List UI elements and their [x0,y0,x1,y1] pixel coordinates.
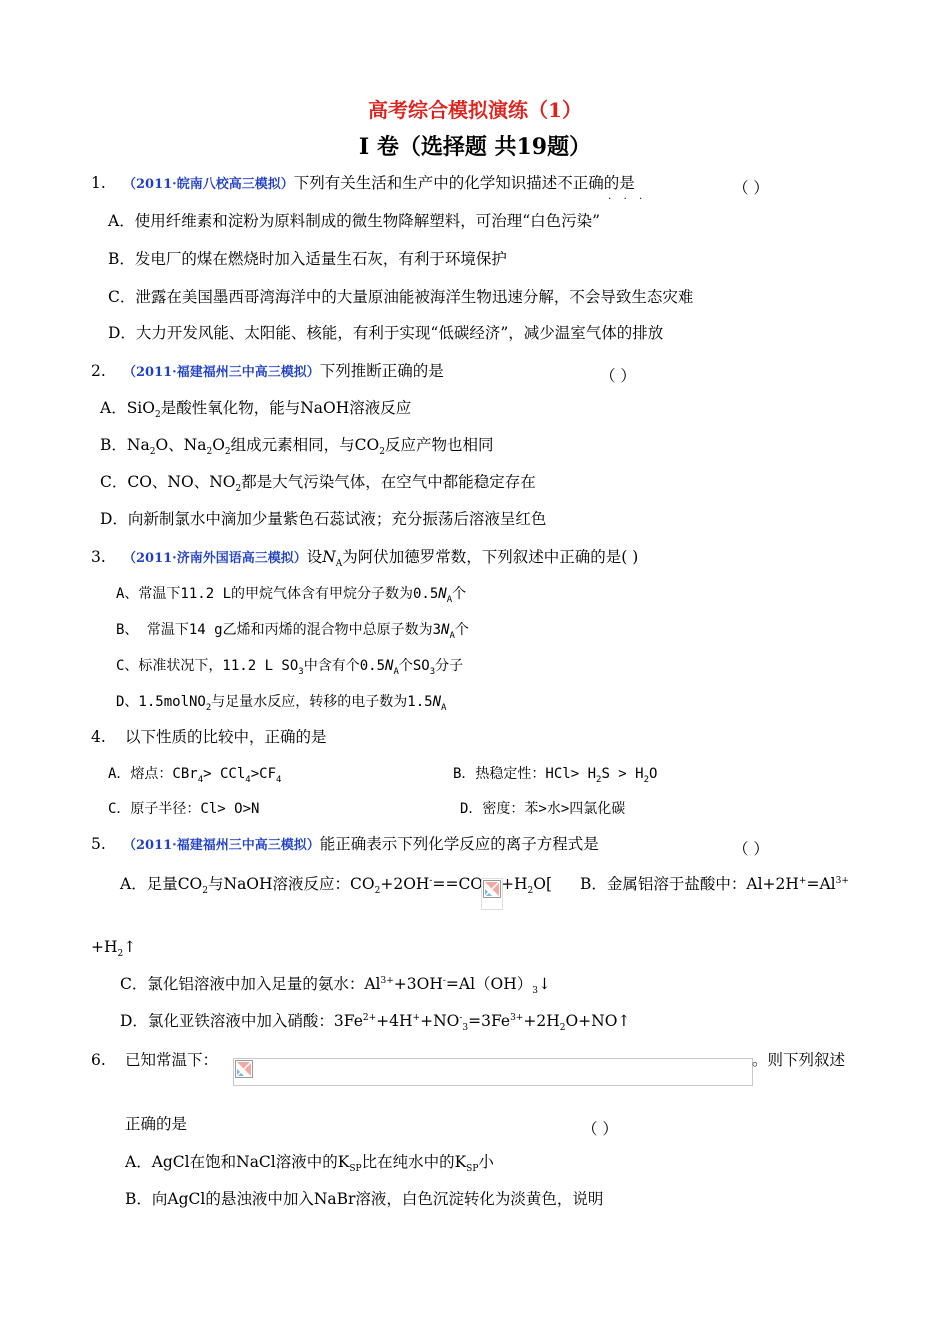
q3-option-d: D、1.5molNO$_2$与足量水反应，转移的电子数为$1.5N_A$ [116,694,447,713]
answer-blank-6: （ ） [582,1120,618,1138]
emphasis-dots: · · · [608,194,643,205]
question-5-source: （2011·福建福州三中高三模拟） [123,838,320,853]
question-3-stem: （2011·济南外国语高三模拟）设$N_A$为阿伏加德罗常数，下列叙述中正确的是( ) [123,548,639,570]
question-1-number: 1. [91,174,106,192]
formula-image-placeholder [233,1058,753,1086]
q1-option-b: B．发电厂的煤在燃烧时加入适量生石灰，有利于环境保护 [108,250,507,268]
answer-blank-2: （ ） [600,367,636,385]
answer-blank-5: （ ） [733,840,769,858]
q1-option-c: C．泄露在美国墨西哥湾海洋中的大量原油能被海洋生物迅速分解，不会导致生态灾难 [108,288,694,306]
q2-option-b: B．$Na_2O$、$Na_2O_2$组成元素相同，与$CO_2$反应产物也相同 [100,436,494,458]
question-4-stem: 以下性质的比较中，正确的是 [125,728,327,746]
q5-option-a: A．足量$CO_2$与NaOH溶液反应：$CO_2+2OH^-==CO +H_2O$[ [120,875,553,897]
q4-option-d: D．密度：苯>水>四氯化碳 [460,801,626,817]
question-2-stem: （2011·福建福州三中高三模拟）下列推断正确的是 [123,362,444,380]
q6-option-a: A．AgCl在饱和NaCl溶液中的$K_{SP}$比在纯水中的$K_{SP}$小 [125,1153,494,1175]
formula-image-placeholder [481,878,503,910]
question-1-stem: （2011·皖南八校高三模拟）下列有关生活和生产中的化学知识描述不正确的是 [123,174,635,192]
q1-option-a: A．使用纤维素和淀粉为原料制成的微生物降解塑料，可治理“白色污染” [108,212,601,230]
question-3-source: （2011·济南外国语高三模拟） [123,551,307,566]
question-2-number: 2. [91,362,106,380]
q6-option-b: B．向AgCl的悬浊液中加入NaBr溶液，白色沉淀转化为淡黄色，说明 [125,1190,604,1208]
q4-option-a: A．熔点：$CBr_4> CCl_4>CF_4$ [108,766,282,785]
q4-option-c: C．原子半径：Cl> O>N [108,801,260,817]
question-4-number: 4. [91,728,106,746]
question-6-stem-continued: 正确的是 [125,1115,188,1133]
q5-option-d: D．氯化亚铁溶液中加入硝酸：$3Fe^{2+}+4H^++NO^-_3=3Fe^{3+}+2H_2O+NO↑$ [120,1012,631,1034]
answer-blank-1: （ ） [733,179,769,197]
broken-image-icon [235,1060,253,1078]
q3-option-b: B、 常温下14 g乙烯和丙烯的混合物中总原子数为$3N_A$个 [116,622,469,641]
q2-option-d: D．向新制氯水中滴加少量紫色石蕊试液；充分振荡后溶液呈红色 [100,510,547,528]
q5-option-b: B．金属铝溶于盐酸中：$Al+2H^+=Al^{3+}$ [580,875,849,893]
q5-option-c: C．氯化铝溶液中加入足量的氨水：$Al^{3+}+3OH^-=Al(OH)_3↓$ [120,975,552,997]
question-1-source: （2011·皖南八校高三模拟） [123,177,294,192]
question-6-stem-end: 。则下列叙述 [752,1051,846,1069]
question-6-number: 6. [91,1051,106,1069]
q3-option-c: C、标准状况下，11.2 L $SO_3$中含有个$0.5N_A$个$SO_3$分子 [116,658,464,677]
question-6-stem-start: 已知常温下： [125,1051,219,1069]
question-5-stem: （2011·福建福州三中高三模拟）能正确表示下列化学反应的离子方程式是 [123,835,599,853]
question-5-number: 5. [91,835,106,853]
section-title: Ⅰ 卷（选择题 共19题） [358,134,592,160]
q3-option-a: A、常温下11.2 L的甲烷气体含有甲烷分子数为$0.5N_A$个 [116,586,467,605]
q4-option-b: B．热稳定性：$HCl> H_2S > H_2O$ [453,766,658,785]
q1-option-d: D．大力开发风能、太阳能、核能，有利于实现“低碳经济”，减少温室气体的排放 [108,324,664,342]
q2-option-c: C．CO、NO、$NO_2$都是大气污染气体，在空气中都能稳定存在 [100,473,536,495]
question-2-source: （2011·福建福州三中高三模拟） [123,365,320,380]
q5-option-b-continued: $+H_2↑$ [91,938,137,960]
question-3-number: 3. [91,548,106,566]
page-title: 高考综合模拟演练（1） [368,98,582,122]
q2-option-a: A．SiO$_2$是酸性氧化物，能与NaOH溶液反应 [100,399,412,421]
